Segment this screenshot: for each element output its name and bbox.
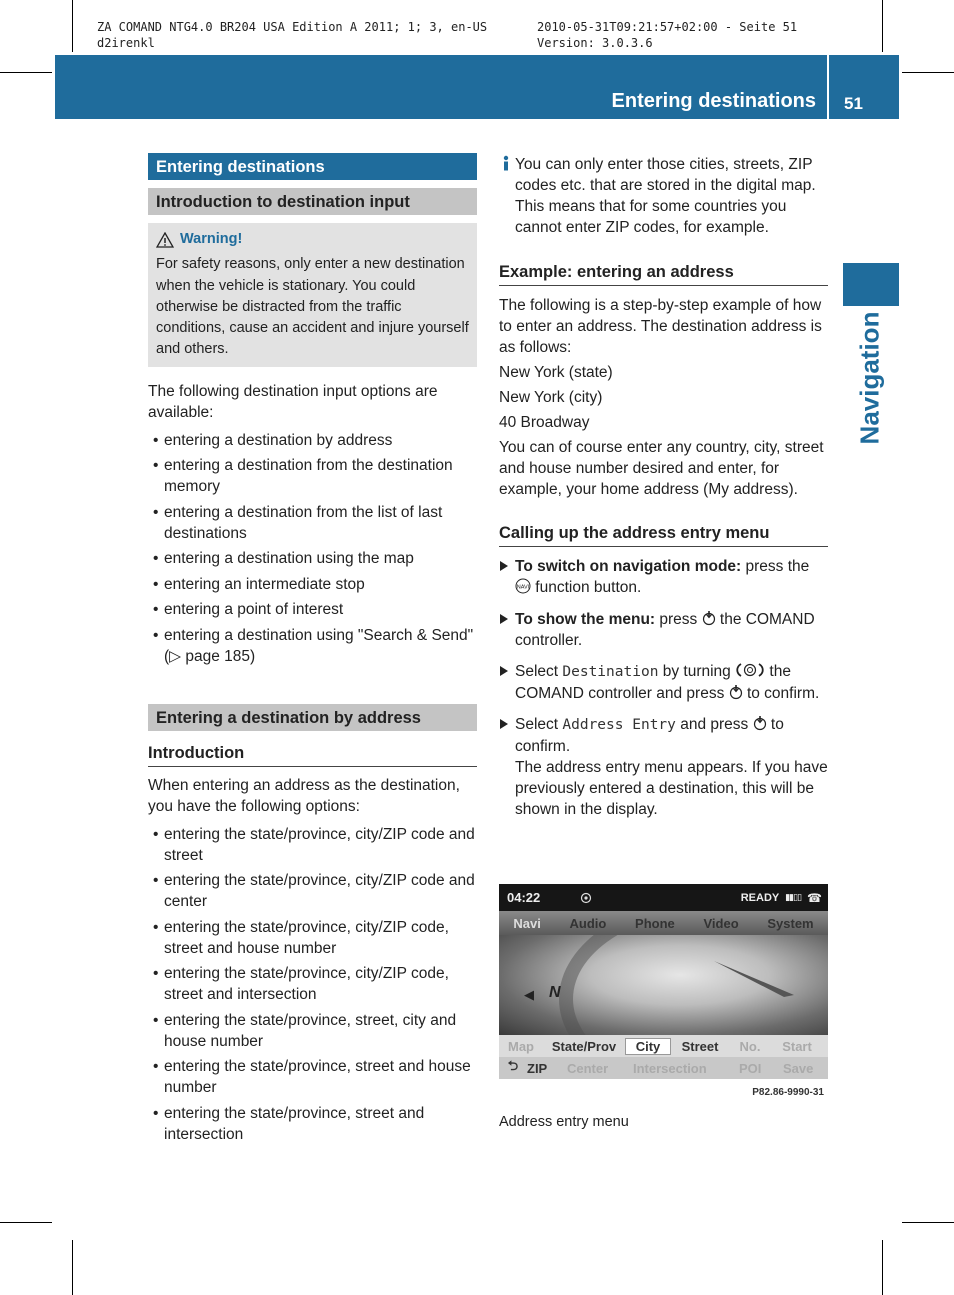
address-bottom-bar [499, 1057, 828, 1079]
warning-triangle-icon [156, 232, 174, 248]
step-text: to confirm. [515, 716, 784, 755]
menu-navi[interactable]: Navi [513, 915, 541, 931]
main-menu-bar [499, 911, 828, 935]
header-divider [827, 55, 829, 119]
address-heading: Entering a destination by address [148, 704, 477, 731]
warning-title-row [156, 229, 469, 250]
menu-item-address-entry: Address Entry [562, 717, 676, 733]
figure-reference: P82.86-9990-31 [752, 1087, 824, 1098]
step-2-title: To show the menu: [515, 611, 656, 628]
right-column [499, 154, 828, 820]
step-text: the COMAND controller and press [515, 663, 791, 702]
list-item: • entering an intermediate stop [148, 574, 477, 595]
crop-mark [72, 1240, 73, 1295]
tab-number[interactable]: No. [739, 1038, 761, 1054]
map-area [499, 935, 828, 1035]
section-tab [843, 263, 899, 306]
meta-left-line1: ZA COMAND NTG4.0 BR204 USA Edition A 2011; 1; 3, en-US [97, 20, 488, 34]
option-intersection[interactable]: Intersection [633, 1060, 707, 1076]
list-item: • entering the state/province, city/ZIP code and street [148, 824, 477, 866]
list-item: • entering the state/province, street and house number [148, 1056, 477, 1098]
subsection-heading: Introduction to destination input [148, 188, 477, 215]
list-item: • entering a destination from the list of last destinations [148, 502, 477, 544]
step-4 [499, 714, 828, 820]
svg-text:NAVI: NAVI [516, 584, 530, 591]
list-item: • entering the state/province, street and intersection [148, 1103, 477, 1145]
menu-system[interactable]: System [767, 915, 814, 931]
address-entry-screenshot [499, 884, 828, 1106]
tab-city[interactable]: City [625, 1038, 671, 1055]
status-time: 04:22 [507, 890, 541, 905]
step-text: the COMAND controller. [515, 611, 815, 649]
meta-right-line1: 2010-05-31T09:21:57+02:00 - Seite 51 [537, 20, 798, 34]
tab-map[interactable]: Map [508, 1038, 534, 1054]
crop-mark [902, 72, 954, 73]
vehicle-arrow-icon: ◀ [524, 987, 534, 1002]
crop-mark [0, 72, 52, 73]
address-tab-bar [499, 1035, 828, 1057]
compass-direction: N [549, 984, 561, 1001]
list-item: • entering the state/province, city/ZIP code and center [148, 870, 477, 912]
page-number: 51 [844, 94, 863, 113]
list-item: • entering a destination using "Search & Send" (▷ page 185) [148, 625, 477, 667]
page-title: Entering destinations [611, 90, 816, 112]
step-result: The address entry menu appears. If you have previously entered a destination, this will be shown in the display. [515, 759, 828, 818]
info-icon [499, 155, 513, 171]
turn-controller-icon [735, 662, 765, 678]
info-note [499, 154, 828, 238]
crop-mark [902, 1222, 954, 1223]
tab-start[interactable]: Start [782, 1038, 812, 1054]
print-meta-right [537, 19, 797, 51]
step-text: by turning [658, 663, 731, 680]
print-meta-left [97, 19, 487, 51]
step-3 [499, 661, 828, 704]
signal-bars-icon: ▮▮▯▯ [785, 892, 802, 902]
warning-text: For safety reasons, only enter a new destination when the vehicle is stationary. You could otherwise be distracted from the traffic conditions, cause an accident and injure yourself and others. [156, 256, 469, 358]
press-controller-icon [702, 610, 716, 626]
list-item: • entering a point of interest [148, 599, 477, 620]
step-text: press [655, 611, 698, 628]
option-zip[interactable]: ZIP [527, 1060, 548, 1076]
step-1 [499, 556, 828, 598]
options-list [148, 430, 477, 667]
example-heading: Example: entering an address [499, 262, 828, 286]
step-text: and press [675, 716, 749, 733]
gps-icon [580, 892, 592, 904]
press-controller-icon [753, 715, 767, 731]
step-text: Select [515, 716, 563, 733]
menu-video[interactable]: Video [703, 915, 739, 931]
phone-icon: ☎ [807, 890, 822, 905]
step-arrow-icon [500, 719, 508, 729]
introduction-text: When entering an address as the destination, you have the following options: [148, 776, 460, 815]
example-text: The following is a step-by-step example of how to enter an address. The destination address is as follows: [499, 297, 822, 356]
screenshot-footer [499, 1079, 828, 1106]
options-intro: The following destination input options are available: [148, 382, 438, 421]
address-line: New York (city) [499, 389, 603, 406]
step-text: Select [515, 663, 563, 680]
introduction-heading: Introduction [148, 743, 477, 767]
option-save[interactable]: Save [783, 1060, 814, 1076]
tab-street[interactable]: Street [681, 1038, 719, 1054]
status-bar [499, 884, 828, 911]
list-item: • entering a destination by address [148, 430, 477, 451]
section-label: Navigation [854, 311, 885, 445]
status-ready: READY [740, 891, 780, 904]
step-2 [499, 609, 828, 651]
step-text: function button. [531, 579, 642, 596]
list-item: • entering a destination using the map [148, 548, 477, 569]
meta-right-line2: Version: 3.0.3.6 [537, 36, 653, 50]
option-center[interactable]: Center [567, 1060, 609, 1076]
info-text: You can only enter those cities, streets, ZIP codes etc. that are stored in the digital map. This means that for some countries you cannot enter ZIP codes, for example. [515, 156, 816, 236]
menu-audio[interactable]: Audio [569, 915, 607, 931]
left-column [148, 153, 477, 1149]
crop-mark [882, 1240, 883, 1295]
step-1-title: To switch on navigation mode: [515, 558, 742, 575]
address-options-list [148, 824, 477, 1145]
navi-button-icon [515, 578, 531, 594]
back-icon[interactable]: ⮌ [507, 1058, 519, 1073]
address-line: 40 Broadway [499, 414, 590, 431]
crop-mark [882, 0, 883, 52]
list-item: • entering the state/province, city/ZIP code, street and intersection [148, 963, 477, 1005]
list-item: • entering the state/province, street, city and house number [148, 1010, 477, 1052]
meta-left-line2: d2irenkl [97, 36, 155, 50]
menu-item-destination: Destination [562, 664, 659, 680]
step-text: press the [741, 558, 810, 575]
crop-mark [72, 0, 73, 52]
calling-heading: Calling up the address entry menu [499, 523, 828, 547]
list-item: • entering a destination from the destination memory [148, 455, 477, 497]
warning-title: Warning! [180, 231, 243, 247]
step-arrow-icon [500, 561, 508, 571]
figure-caption: Address entry menu [499, 1114, 629, 1130]
compass-needle-icon [714, 959, 794, 999]
tab-state-prov[interactable]: State/Prov [551, 1038, 617, 1054]
menu-phone[interactable]: Phone [635, 915, 675, 931]
step-arrow-icon [500, 614, 508, 624]
option-poi[interactable]: POI [739, 1060, 762, 1076]
crop-mark [0, 1222, 52, 1223]
list-item: • entering the state/province, city/ZIP code, street and house number [148, 917, 477, 959]
warning-box [148, 223, 477, 367]
address-line: New York (state) [499, 364, 613, 381]
press-controller-icon [729, 684, 743, 700]
section-heading: Entering destinations [148, 153, 477, 180]
step-text: to confirm. [742, 685, 820, 702]
step-arrow-icon [500, 666, 508, 676]
example-text-2: You can of course enter any country, city, street and house number desired and enter, for example, your home address (My address). [499, 439, 824, 498]
